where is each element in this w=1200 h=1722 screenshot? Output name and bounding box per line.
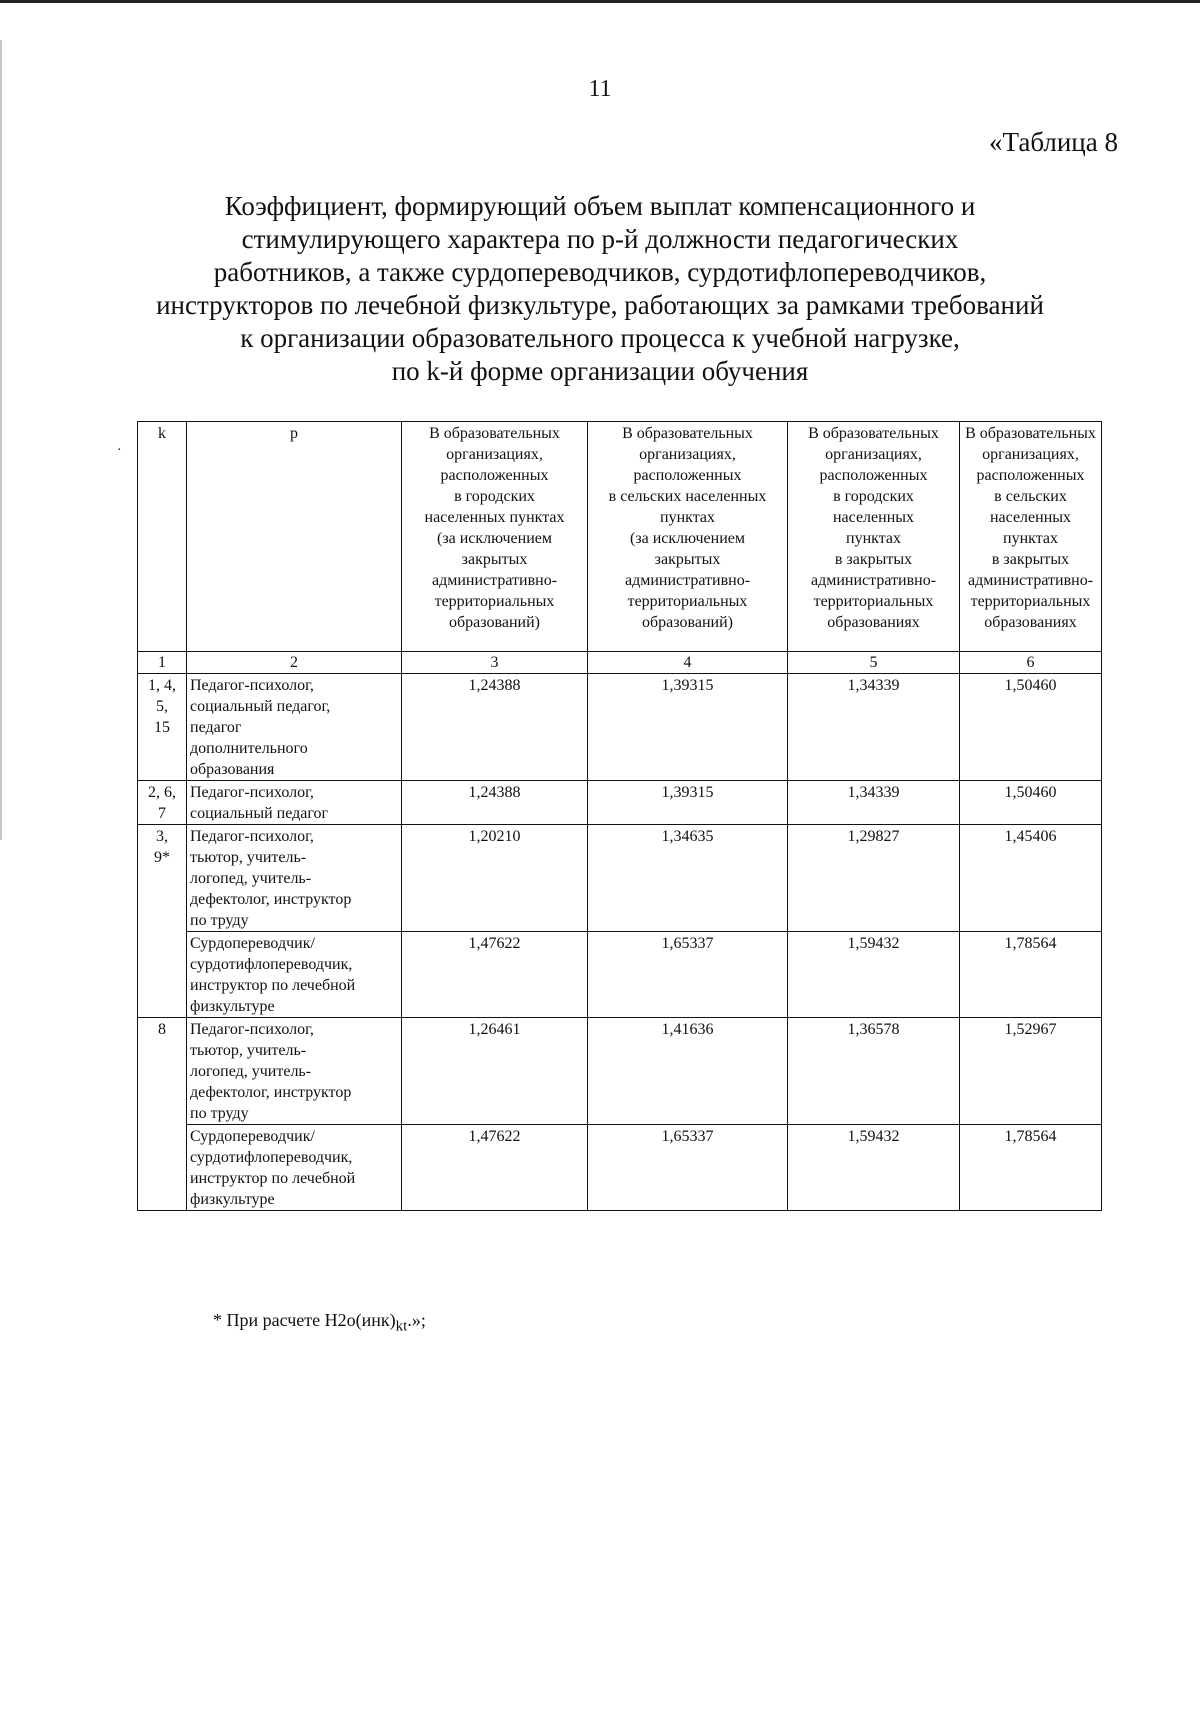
table-row [138, 825, 1102, 932]
value-cell: 1,50460 [960, 674, 1102, 781]
value-cell: 1,59432 [788, 1125, 960, 1211]
header-line: в сельских [994, 488, 1067, 505]
value-cell: 1,50460 [960, 781, 1102, 825]
p-cell [187, 932, 402, 1018]
p-line: Педагог-психолог, [190, 828, 314, 845]
header-line: В образовательных [429, 425, 560, 442]
value-cell: 1,34339 [788, 781, 960, 825]
column-number-row [138, 652, 1102, 674]
title-line: Коэффициент, формирующий объем выплат компенсационного и [224, 191, 976, 221]
value-cell: 1,20210 [402, 825, 588, 932]
header-col4 [588, 422, 788, 652]
header-line: территориальных [627, 593, 748, 610]
k-line: 8 [158, 1021, 166, 1038]
footnote-subscript: kt [395, 1318, 408, 1335]
value-cell: 1,24388 [402, 781, 588, 825]
header-line: пунктах [846, 530, 901, 547]
value-cell: 1,34339 [788, 674, 960, 781]
header-line: расположенных [819, 467, 928, 484]
k-cell [138, 1018, 187, 1211]
value-cell: 1,65337 [588, 1125, 788, 1211]
p-line: логопед, учитель- [190, 870, 312, 887]
table-label: «Таблица 8 [989, 127, 1118, 157]
table-row [138, 1018, 1102, 1125]
p-cell [187, 1125, 402, 1211]
header-line: в городских [833, 488, 914, 505]
value-cell: 1,52967 [960, 1018, 1102, 1125]
footnote-end: .»; [407, 1310, 426, 1330]
p-line: Педагог-психолог, [190, 677, 314, 694]
header-line: населенных пунктах [424, 509, 565, 526]
p-line: Сурдопереводчик/ [190, 935, 315, 952]
p-line: педагог [190, 719, 242, 736]
p-line: тьютор, учитель- [190, 1042, 307, 1059]
p-line: сурдотифлопереводчик, [190, 956, 353, 973]
p-cell [187, 825, 402, 932]
header-line: административно- [967, 572, 1094, 589]
p-line: инструктор по лечебной [190, 977, 356, 994]
column-number: 2 [187, 652, 402, 674]
header-col6 [960, 422, 1102, 652]
p-line: дефектолог, инструктор [190, 891, 352, 908]
header-line: административно- [431, 572, 558, 589]
p-line: Педагог-психолог, [190, 1021, 314, 1038]
p-line: образования [190, 761, 275, 778]
value-cell: 1,65337 [588, 932, 788, 1018]
k-line: 5, [156, 698, 168, 715]
value-cell: 1,39315 [588, 674, 788, 781]
k-line: 2, 6, [148, 784, 176, 801]
k-line: 3, [156, 828, 168, 845]
header-line: пунктах [660, 509, 715, 526]
header-line: образованиях [984, 614, 1077, 631]
p-cell [187, 1018, 402, 1125]
k-line: 1, 4, [148, 677, 176, 694]
value-cell: 1,41636 [588, 1018, 788, 1125]
p-line: инструктор по лечебной [190, 1170, 356, 1187]
header-line: организациях, [639, 446, 736, 463]
header-col3 [402, 422, 588, 652]
title-line: работников, а также сурдопереводчиков, сурдотифлопереводчиков, [213, 257, 987, 287]
column-number: 6 [960, 652, 1102, 674]
title-line: инструкторов по лечебной физкультуре, работающих за рамками требований [156, 290, 1044, 320]
header-line: организациях, [446, 446, 543, 463]
p-line: социальный педагог, [190, 698, 331, 715]
p-line: Сурдопереводчик/ [190, 1128, 315, 1145]
title-line: стимулирующего характера по р-й должности педагогических [241, 224, 959, 254]
k-line: 15 [154, 719, 170, 736]
header-line: В образовательных [965, 425, 1096, 442]
header-line: закрытых [461, 551, 528, 568]
header-line: организациях, [825, 446, 922, 463]
p-line: логопед, учитель- [190, 1063, 312, 1080]
header-line: территориальных [434, 593, 555, 610]
header-line: в городских [454, 488, 535, 505]
header-line: закрытых [654, 551, 721, 568]
header-line: административно- [624, 572, 751, 589]
k-cell [138, 781, 187, 825]
header-line: пунктах [1003, 530, 1058, 547]
p-line: физкультуре [190, 1191, 275, 1208]
k-cell [138, 825, 187, 1018]
p-line: по труду [190, 1105, 249, 1122]
k-line: 9* [154, 849, 170, 866]
header-line: расположенных [633, 467, 742, 484]
p-line: по труду [190, 912, 249, 929]
table-row [138, 1125, 1102, 1211]
value-cell: 1,78564 [960, 932, 1102, 1018]
title-line: по k-й форме организации обучения [391, 356, 809, 386]
value-cell: 1,29827 [788, 825, 960, 932]
column-number: 5 [788, 652, 960, 674]
header-line: В образовательных [622, 425, 753, 442]
header-line: (за исключением [629, 530, 745, 547]
value-cell: 1,36578 [788, 1018, 960, 1125]
p-line: тьютор, учитель- [190, 849, 307, 866]
header-line: организациях, [982, 446, 1079, 463]
table-header-row [138, 422, 1102, 652]
header-col5 [788, 422, 960, 652]
page-number: 11 [588, 76, 612, 102]
table-row [138, 674, 1102, 781]
header-line: образований) [642, 614, 733, 631]
value-cell: 1,34635 [588, 825, 788, 932]
footnote-text: * При расчете Н2о(инк) [213, 1310, 396, 1330]
header-line: образований) [449, 614, 540, 631]
title-line: к организации образовательного процесса к учебной нагрузке, [240, 323, 960, 353]
p-line: дополнительного [190, 740, 308, 757]
value-cell: 1,26461 [402, 1018, 588, 1125]
header-line: населенных [832, 509, 915, 526]
p-cell [187, 674, 402, 781]
column-number: 4 [588, 652, 788, 674]
scan-speck: · [117, 443, 122, 458]
header-line: территориальных [813, 593, 934, 610]
header-line: в закрытых [834, 551, 913, 568]
value-cell: 1,24388 [402, 674, 588, 781]
header-line: (за исключением [436, 530, 552, 547]
k-line: 7 [158, 805, 166, 822]
column-number: 1 [138, 652, 187, 674]
header-p: p [187, 422, 402, 652]
value-cell: 1,47622 [402, 932, 588, 1018]
table-row [138, 781, 1102, 825]
k-cell [138, 674, 187, 781]
value-cell: 1,47622 [402, 1125, 588, 1211]
value-cell: 1,78564 [960, 1125, 1102, 1211]
page-left-edge [0, 40, 2, 840]
value-cell: 1,45406 [960, 825, 1102, 932]
document-title [100, 190, 1100, 388]
header-line: в сельских населенных [608, 488, 767, 505]
header-k: k [138, 422, 187, 652]
p-line: социальный педагог [190, 805, 329, 822]
header-line: в закрытых [991, 551, 1070, 568]
header-line: В образовательных [808, 425, 939, 442]
p-cell [187, 781, 402, 825]
p-line: Педагог-психолог, [190, 784, 314, 801]
header-line: расположенных [440, 467, 549, 484]
footnote [213, 1310, 426, 1336]
p-line: дефектолог, инструктор [190, 1084, 352, 1101]
header-line: расположенных [976, 467, 1085, 484]
header-line: населенных [989, 509, 1072, 526]
value-cell: 1,39315 [588, 781, 788, 825]
column-number: 3 [402, 652, 588, 674]
page-top-edge [0, 0, 1200, 3]
coefficient-table [137, 421, 1102, 1211]
header-line: образованиях [827, 614, 920, 631]
p-line: сурдотифлопереводчик, [190, 1149, 353, 1166]
value-cell: 1,59432 [788, 932, 960, 1018]
p-line: физкультуре [190, 998, 275, 1015]
header-line: территориальных [970, 593, 1091, 610]
table-row [138, 932, 1102, 1018]
header-line: административно- [810, 572, 937, 589]
